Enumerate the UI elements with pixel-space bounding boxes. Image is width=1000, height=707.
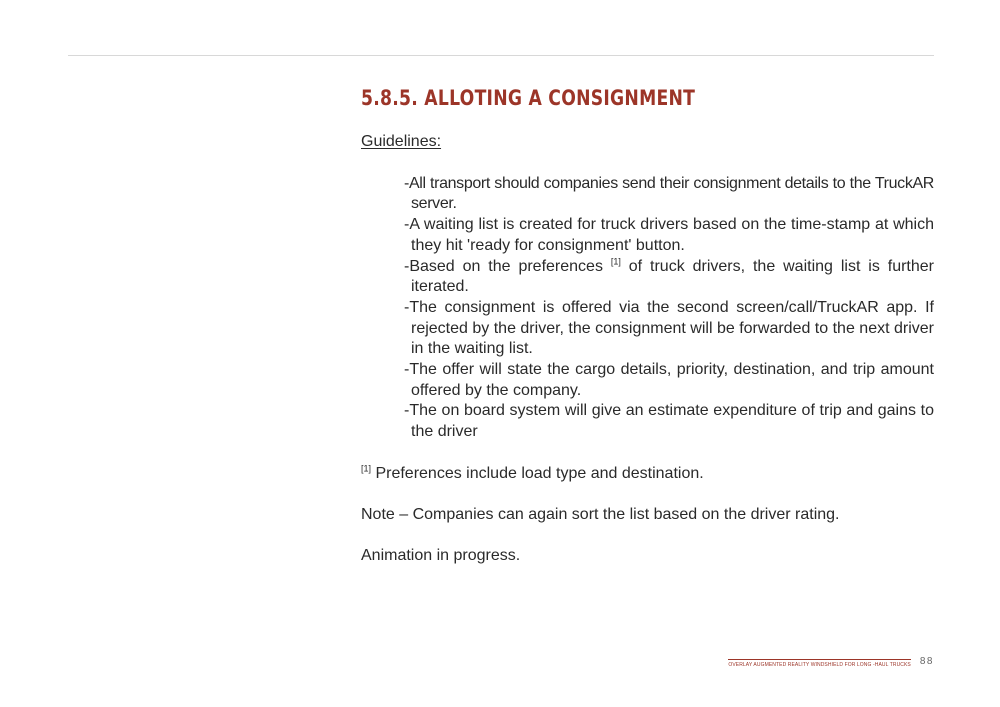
- footnote-text: Preferences include load type and destination.: [371, 464, 704, 482]
- guideline-item: -The consignment is offered via the second screen/call/TruckAR app. If rejected by the driver, the consignment will be forwarded to the next driver in the waiting list.: [404, 298, 934, 358]
- guideline-item: -The on board system will give an estimate expenditure of trip and gains to the driver: [404, 402, 934, 441]
- guideline-item: [404, 257, 934, 298]
- main-content: [361, 80, 934, 567]
- header-divider: [68, 55, 934, 56]
- guideline-item: -The offer will state the cargo details, priority, destination, and trip amount offered by the company.: [404, 361, 934, 399]
- page-footer: [728, 656, 934, 668]
- guideline-text: -Based on the preferences: [404, 257, 611, 275]
- guideline-item: -All transport should companies send their consignment details to the TruckAR server.: [404, 174, 934, 213]
- note-text: Note – Companies can again sort the list based on the driver rating.: [361, 505, 840, 523]
- guidelines-list: [361, 174, 934, 443]
- guideline-text: of truck drivers, the waiting list is further iterated.: [411, 257, 934, 296]
- status-text: Animation in progress.: [361, 547, 521, 565]
- page-number: 88: [919, 656, 934, 667]
- section-heading: 5.8.5. ALLOTING A CONSIGNMENT: [361, 86, 696, 110]
- guidelines-label: Guidelines:: [361, 133, 442, 150]
- guideline-item: -A waiting list is created for truck drivers based on the time-stamp at which they hit 'ready for consignment' button.: [404, 216, 934, 254]
- footnote: [361, 464, 934, 485]
- footer-title: OVERLAY AUGMENTED REALITY WINDSHIELD FOR LONG -HAUL TRUCKS: [728, 659, 911, 668]
- footnote-marker: [1]: [610, 256, 621, 267]
- footnote-marker: [1]: [361, 463, 372, 474]
